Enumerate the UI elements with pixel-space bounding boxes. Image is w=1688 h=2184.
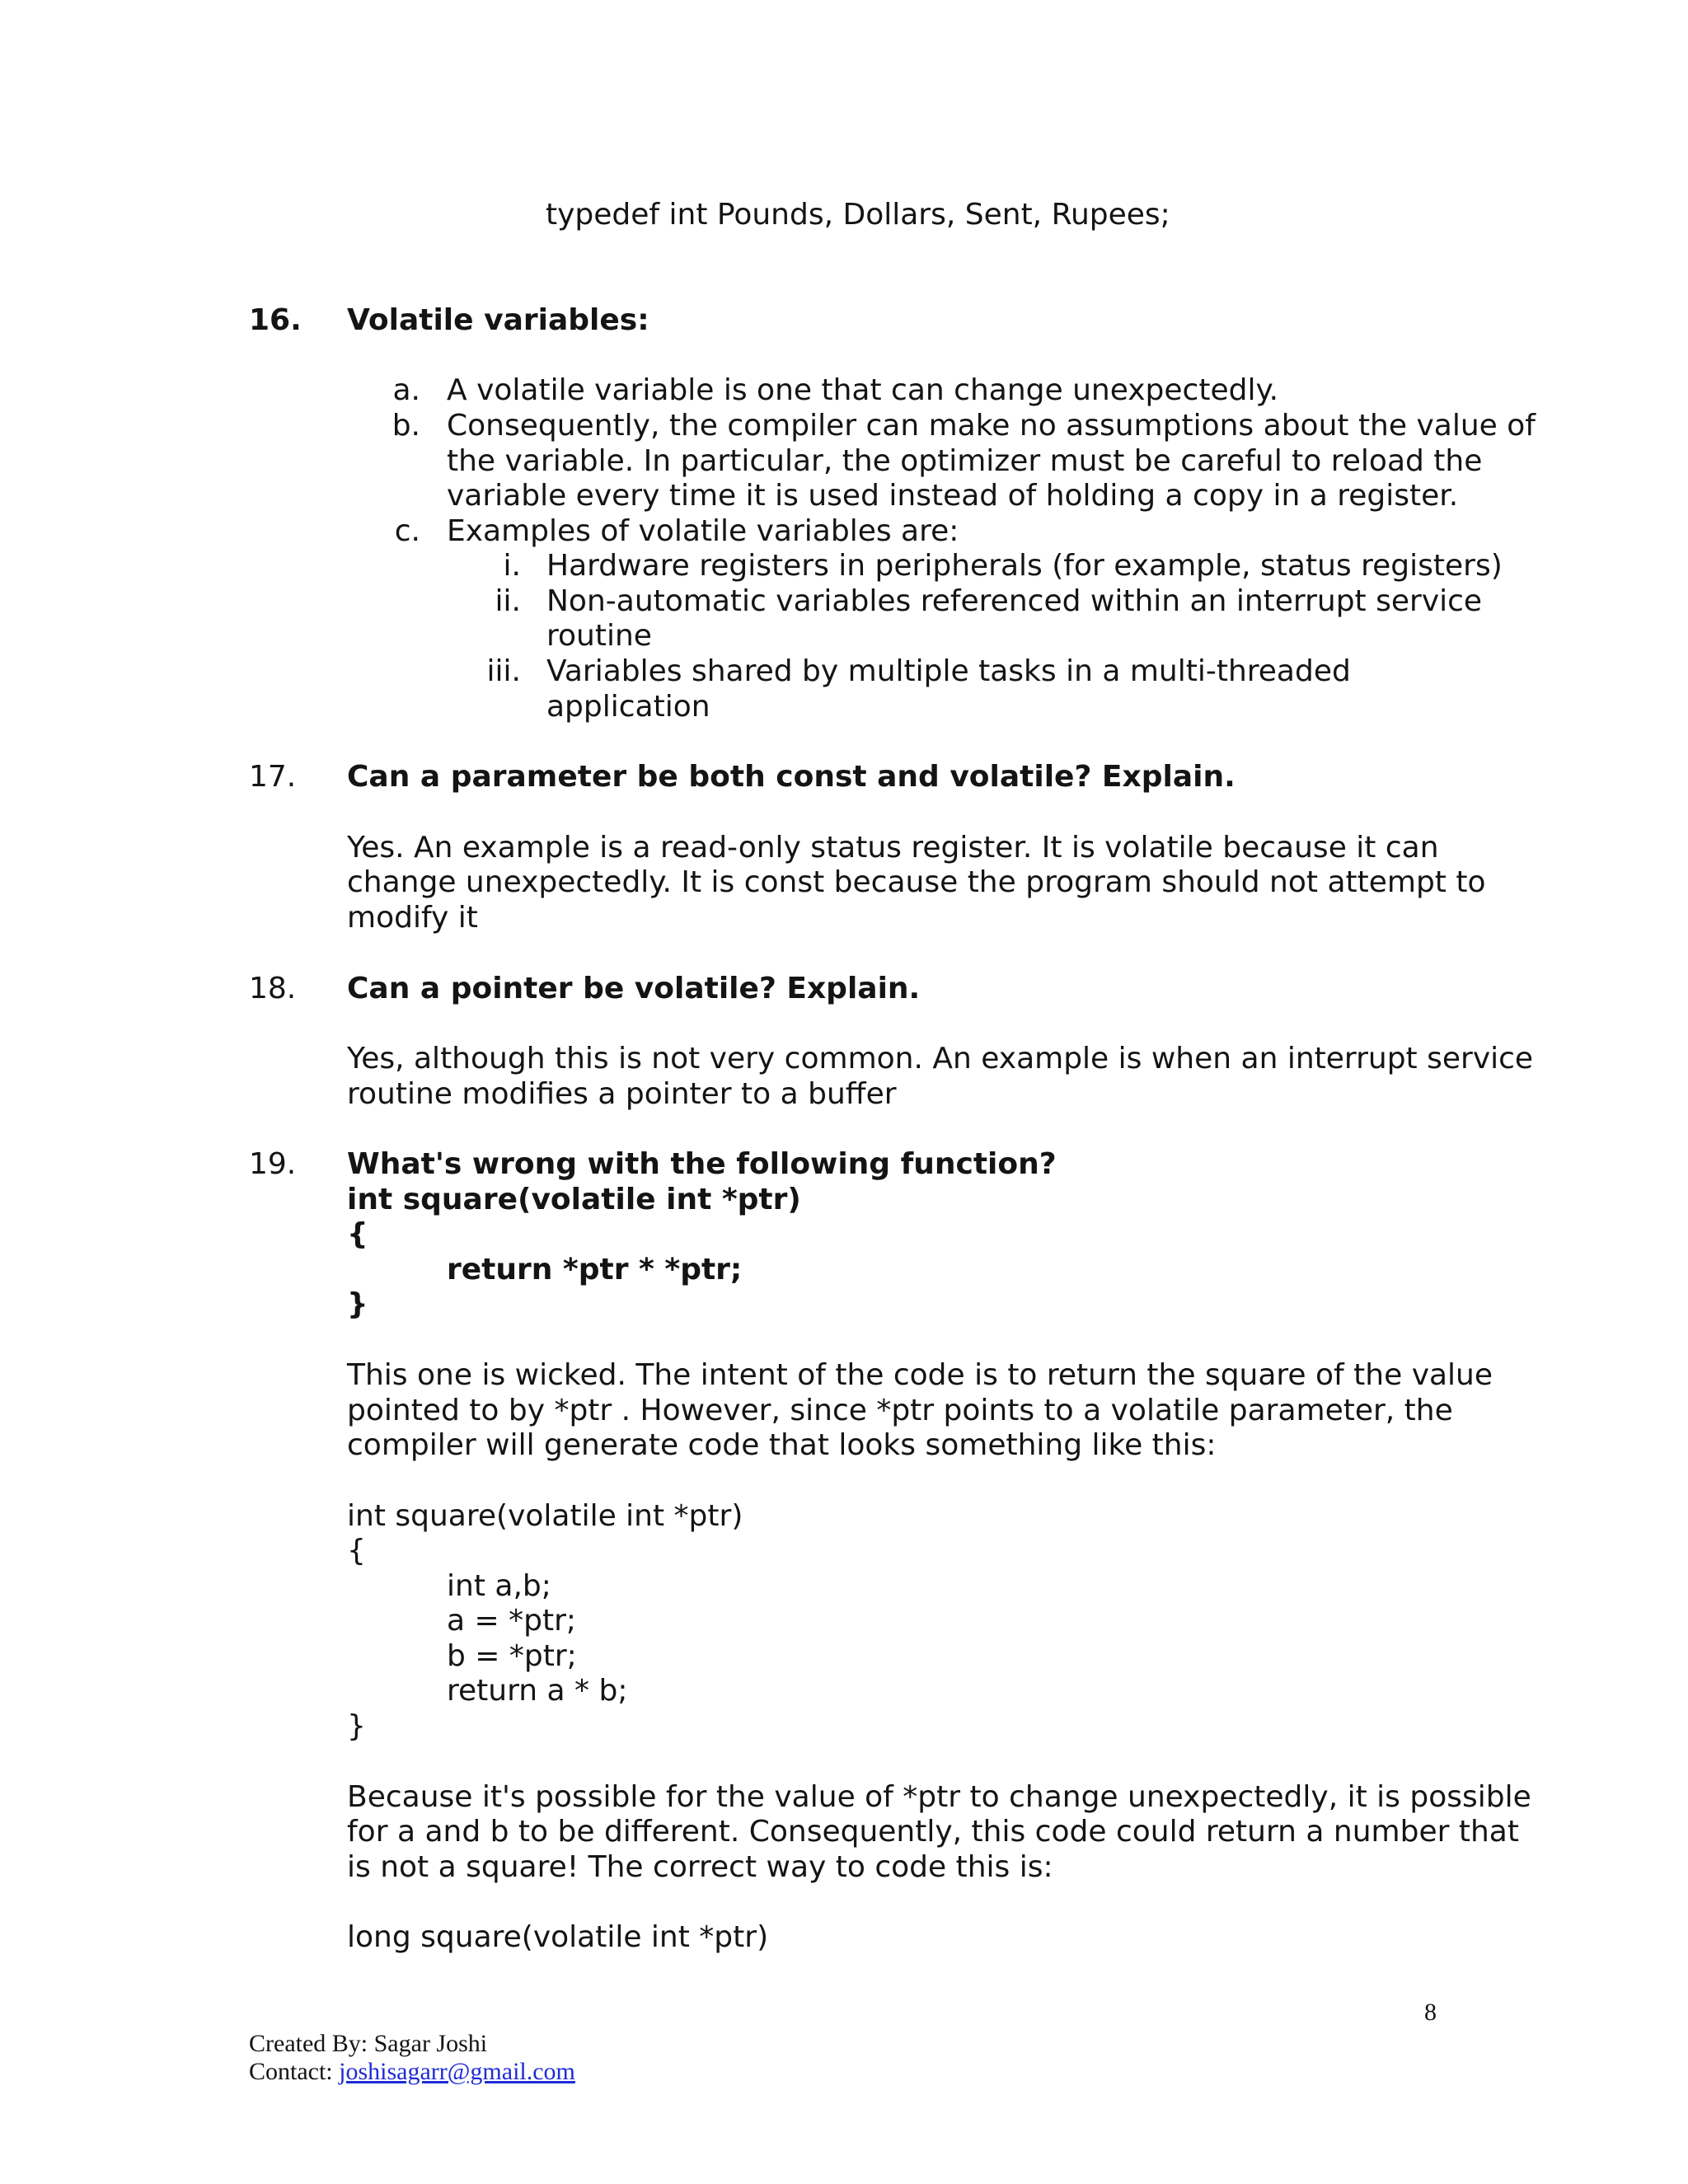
q16-item-c-marker: c. <box>394 514 420 548</box>
footer-contact-email-link[interactable]: joshisagarr@gmail.com <box>339 2058 575 2085</box>
q19-number: 19. <box>249 1147 297 1181</box>
q16-item-a-text: A volatile variable is one that can change unexpectedly. <box>447 373 1279 407</box>
q19-code-line1: int square(volatile int *ptr) <box>347 1183 801 1216</box>
q18-answer-line2: routine modifies a pointer to a buffer <box>347 1077 897 1111</box>
q17-title: Can a parameter be both const and volatile? Explain. <box>347 760 1236 794</box>
q16-subitem-iii-line2: application <box>546 690 710 724</box>
q19-code2-open-brace: { <box>347 1534 366 1568</box>
q17-answer-line2: change unexpectedly. It is const because the program should not attempt to <box>347 865 1486 899</box>
q16-subitem-ii-marker: ii. <box>495 584 521 618</box>
q19-code2-close-brace: } <box>347 1709 366 1743</box>
footer-contact <box>249 2058 575 2086</box>
q18-answer-line1: Yes, although this is not very common. An example is when an interrupt service <box>347 1042 1534 1076</box>
q18-number: 18. <box>249 972 297 1005</box>
q16-item-b-line3: variable every time it is used instead of holding a copy in a register. <box>447 479 1459 513</box>
q19-code3-line1: long square(volatile int *ptr) <box>347 1920 769 1954</box>
q17-answer-line3: modify it <box>347 901 478 935</box>
q17-answer-line1: Yes. An example is a read-only status register. It is volatile because it can <box>347 831 1439 865</box>
q19-code-close-brace: } <box>347 1287 368 1321</box>
q19-code2-assign-a: a = *ptr; <box>447 1604 577 1638</box>
q19-code2-decl: int a,b; <box>447 1569 551 1603</box>
footer-contact-label: Contact: <box>249 2058 340 2085</box>
q16-number: 16. <box>249 303 302 337</box>
q19-para2-line1: Because it's possible for the value of *ptr to change unexpectedly, it is possible <box>347 1780 1531 1814</box>
q19-para1-line2: pointed to by *ptr . However, since *ptr points to a volatile parameter, the <box>347 1394 1453 1427</box>
q16-item-b-line1: Consequently, the compiler can make no assumptions about the value of <box>447 409 1536 443</box>
q19-code-return: return *ptr * *ptr; <box>447 1253 743 1286</box>
q19-para2-line2: for a and b to be different. Consequently, this code could return a number that <box>347 1815 1519 1849</box>
q16-title: Volatile variables: <box>347 303 649 337</box>
q19-title: What's wrong with the following function? <box>347 1147 1057 1181</box>
q16-item-b-marker: b. <box>392 409 420 443</box>
q19-code2-return: return a * b; <box>447 1674 628 1708</box>
q16-subitem-ii-line1: Non-automatic variables referenced within an interrupt service <box>546 584 1483 618</box>
q16-subitem-iii-marker: iii. <box>486 654 521 688</box>
footer-created-by: Created By: Sagar Joshi <box>249 2030 488 2057</box>
q19-code2-line1: int square(volatile int *ptr) <box>347 1499 743 1533</box>
q19-para2-line3: is not a square! The correct way to code this is: <box>347 1850 1053 1884</box>
page-number: 8 <box>1424 1999 1437 2026</box>
q19-para1-line3: compiler will generate code that looks something like this: <box>347 1428 1217 1462</box>
q18-title: Can a pointer be volatile? Explain. <box>347 972 921 1005</box>
q16-item-a-marker: a. <box>392 373 420 407</box>
q16-subitem-i-marker: i. <box>503 549 521 583</box>
q16-item-b-line2: the variable. In particular, the optimizer must be careful to reload the <box>447 444 1483 478</box>
q19-code-open-brace: { <box>347 1217 368 1251</box>
q16-subitem-ii-line2: routine <box>546 619 652 653</box>
q17-number: 17. <box>249 760 297 794</box>
q16-item-c-text: Examples of volatile variables are: <box>447 514 959 548</box>
q19-code2-assign-b: b = *ptr; <box>447 1639 577 1673</box>
q16-subitem-i-text: Hardware registers in peripherals (for example, status registers) <box>546 549 1503 583</box>
typedef-line: typedef int Pounds, Dollars, Sent, Rupees; <box>546 198 1170 232</box>
q19-para1-line1: This one is wicked. The intent of the code is to return the square of the value <box>347 1358 1493 1392</box>
q16-subitem-iii-line1: Variables shared by multiple tasks in a multi-threaded <box>546 654 1351 688</box>
